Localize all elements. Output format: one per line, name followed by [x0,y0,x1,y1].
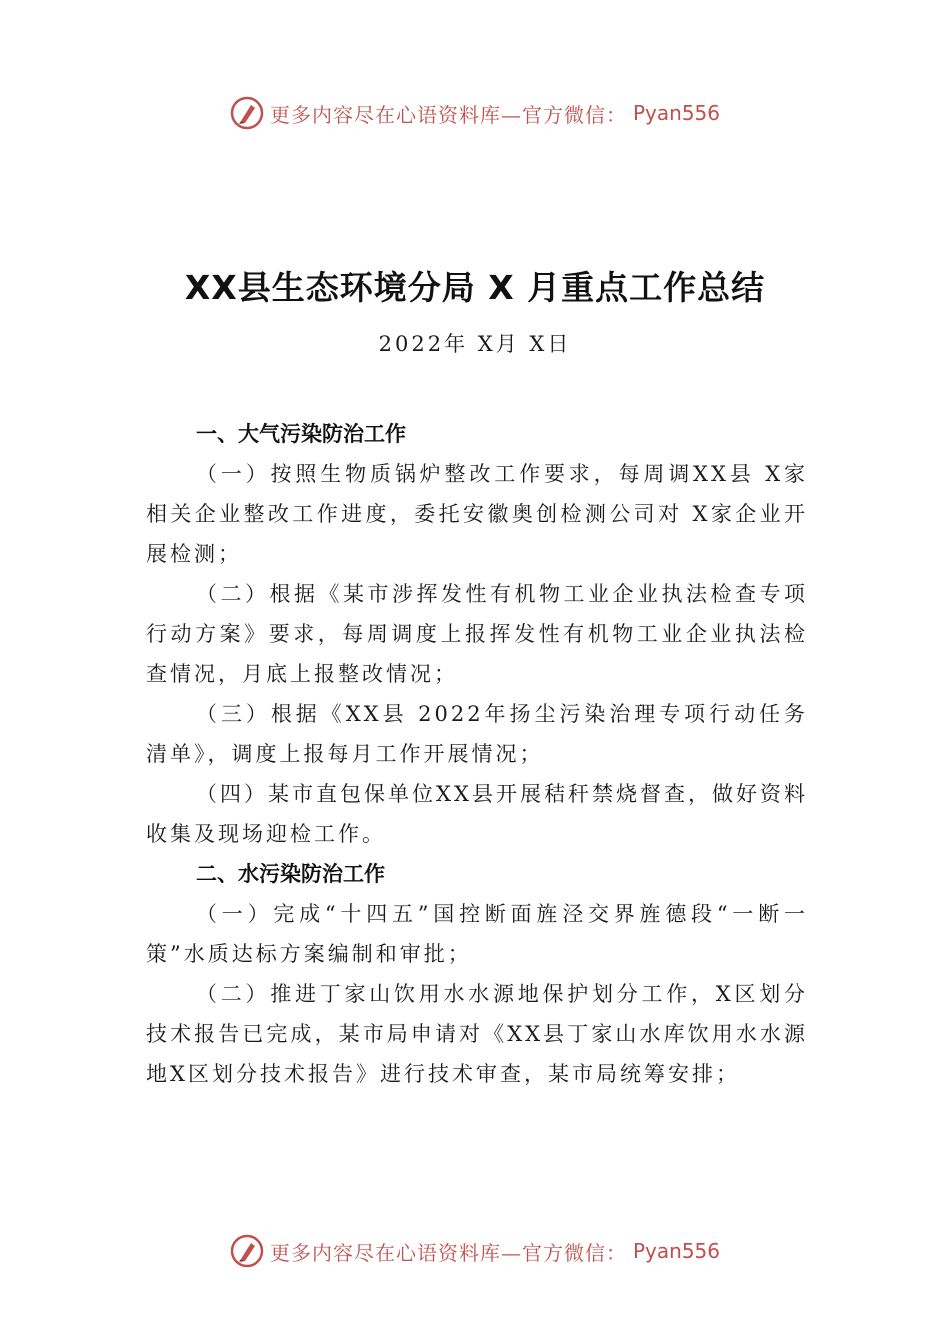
paragraph: （一）完成“十四五”国控断面旌泾交界旌德段“一断一策”水质达标方案编制和审批； [146,902,808,966]
document-title: XX县生态环境分局 X 月重点工作总结 [184,268,766,307]
paragraph: （二）根据《某市涉挥发性有机物工业企业执法检查专项行动方案》要求，每周调度上报挥发性有机物工业企业执法检查情况，月底上报整改情况； [146,582,808,686]
paragraph: （三）根据《XX县 2022年扬尘污染治理专项行动任务清单》，调度上报每月工作开展情况； [146,702,808,766]
watermark-wechat-id: Pyan556 [632,101,720,125]
document-date: 2022年 X月 X日 [378,332,572,356]
paragraph: （一）按照生物质锅炉整改工作要求，每周调XX县 X家相关企业整改工作进度，委托安徽奥创检测公司对 X家企业开展检测； [146,462,808,566]
paragraph: （二）推进丁家山饮用水水源地保护划分工作，X区划分技术报告已完成，某市局申请对《XX县丁家山水库饮用水水源地X区划分技术报告》进行技术审查，某市局统筹安排； [146,982,808,1086]
document-body [146,414,808,1094]
watermark-header [0,96,950,130]
section-heading: 一、大气污染防治工作 [196,422,406,446]
pen-logo-icon [230,96,264,130]
section-heading: 二、水污染防治工作 [196,862,385,886]
watermark-text: 更多内容尽在心语资料库—官方微信： [269,102,627,127]
watermark-wechat-id: Pyan556 [632,1239,720,1263]
watermark-footer [0,1234,950,1268]
watermark-text: 更多内容尽在心语资料库—官方微信： [269,1240,627,1265]
paragraph: （四）某市直包保单位XX县开展秸秆禁烧督查，做好资料收集及现场迎检工作。 [146,782,808,846]
pen-logo-icon [230,1234,264,1268]
